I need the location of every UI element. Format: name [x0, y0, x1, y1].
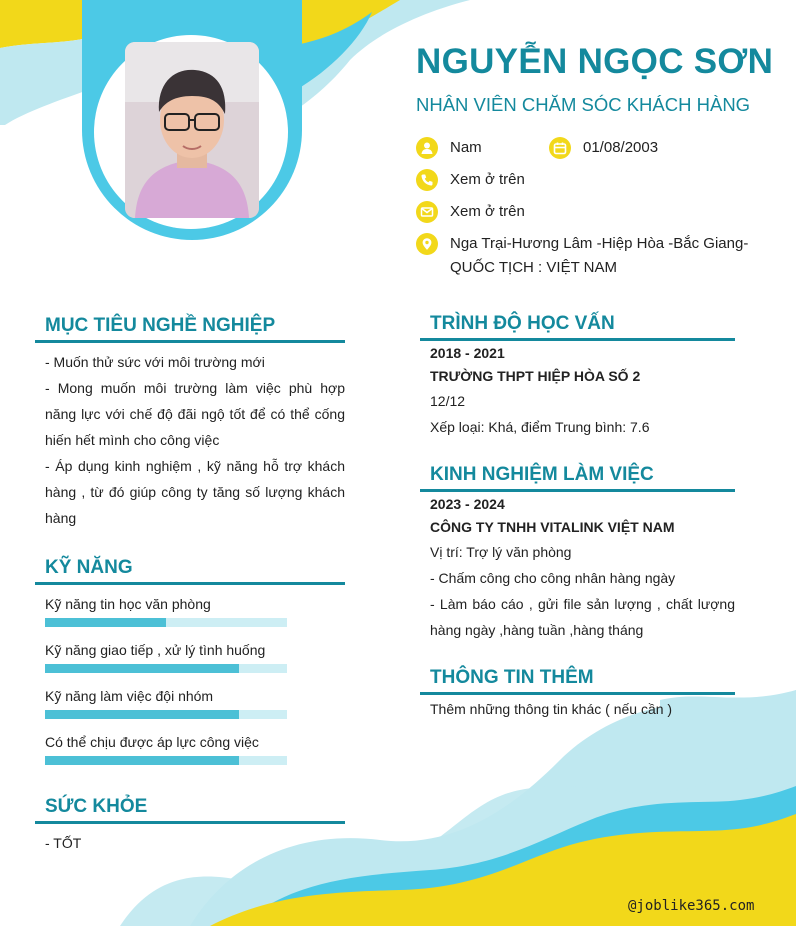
- gender-row: [416, 137, 482, 160]
- phone-row: [416, 169, 525, 192]
- experience-duties: [430, 565, 735, 643]
- skill-bar: [45, 756, 287, 765]
- mail-icon: [416, 201, 438, 223]
- education-grade: 12/12: [430, 393, 466, 409]
- location-icon: [416, 233, 438, 255]
- health-divider: [35, 821, 345, 824]
- phone-icon: [416, 169, 438, 191]
- company-name: CÔNG TY TNHH VITALINK VIỆT NAM: [430, 519, 675, 535]
- health-heading: SỨC KHỎE: [45, 796, 148, 817]
- skill-bar-fill: [45, 618, 166, 627]
- skill-label: Kỹ năng giao tiếp , xử lý tình huống: [45, 642, 266, 658]
- experience-heading: KINH NGHIỆM LÀM VIỆC: [430, 464, 654, 485]
- extra-heading: THÔNG TIN THÊM: [430, 667, 594, 688]
- education-result: Xếp loại: Khá, điểm Trung bình: 7.6: [430, 419, 650, 435]
- duty-item: - Chấm công cho công nhân hàng ngày: [430, 570, 676, 586]
- skill-label: Kỹ năng tin học văn phòng: [45, 596, 211, 612]
- skills-divider: [35, 582, 345, 585]
- birthday-value: 01/08/2003: [583, 139, 659, 156]
- skill-bar-fill: [45, 756, 239, 765]
- extra-divider: [420, 692, 735, 695]
- education-heading: TRÌNH ĐỘ HỌC VẤN: [430, 313, 615, 334]
- skill-bar-fill: [45, 664, 239, 673]
- email-value: Xem ở trên: [450, 203, 525, 220]
- school-name: TRƯỜNG THPT HIỆP HÒA SỐ 2: [430, 368, 641, 384]
- objective-item: - Mong muốn môi trường làm việc phù hợp năng lực với chế độ đãi ngộ tốt để có thể cống hiến hết mình cho công việc: [45, 380, 345, 448]
- address-line-1: Nga Trại-Hương Lâm -Hiệp Hòa -Bắc Giang-: [450, 235, 749, 252]
- watermark: @joblike365.com: [628, 898, 755, 914]
- address-value: [450, 232, 748, 280]
- duty-item: - Làm báo cáo , gửi file sản lượng , chất lượng hàng ngày ,hàng tuần ,hàng tháng: [430, 596, 735, 638]
- education-divider: [420, 338, 735, 341]
- nationality: QUỐC TỊCH : VIỆT NAM: [450, 259, 617, 276]
- email-row: [416, 201, 525, 224]
- skill-bar: [45, 710, 287, 719]
- skills-heading: KỸ NĂNG: [45, 557, 133, 578]
- birthday-row: [549, 137, 658, 160]
- experience-position: Vị trí: Trợ lý văn phòng: [430, 544, 572, 560]
- objective-divider: [35, 340, 345, 343]
- health-text: - TỐT: [45, 835, 82, 851]
- candidate-name: NGUYỄN NGỌC SƠN: [416, 42, 774, 81]
- user-icon: [416, 137, 438, 159]
- experience-divider: [420, 489, 735, 492]
- skill-label: Có thể chịu được áp lực công việc: [45, 734, 259, 750]
- gender-value: Nam: [450, 139, 482, 156]
- education-period: 2018 - 2021: [430, 345, 505, 361]
- phone-value: Xem ở trên: [450, 171, 525, 188]
- objective-text: [45, 349, 345, 531]
- calendar-icon: [549, 137, 571, 159]
- experience-period: 2023 - 2024: [430, 496, 505, 512]
- objective-item: - Muốn thử sức với môi trường mới: [45, 354, 265, 370]
- address-row: [416, 233, 748, 280]
- skill-bar-fill: [45, 710, 239, 719]
- skill-bar: [45, 618, 287, 627]
- skill-bar: [45, 664, 287, 673]
- profile-photo: [125, 42, 259, 218]
- objective-item: - Áp dụng kinh nghiệm , kỹ năng hỗ trợ khách hàng , từ đó giúp công ty tăng số lượng khách hàng: [45, 458, 345, 526]
- job-title: NHÂN VIÊN CHĂM SÓC KHÁCH HÀNG: [416, 94, 751, 115]
- extra-text: Thêm những thông tin khác ( nếu cần ): [430, 701, 673, 717]
- skill-label: Kỹ năng làm việc đội nhóm: [45, 688, 214, 704]
- objective-heading: MỤC TIÊU NGHỀ NGHIỆP: [45, 315, 276, 336]
